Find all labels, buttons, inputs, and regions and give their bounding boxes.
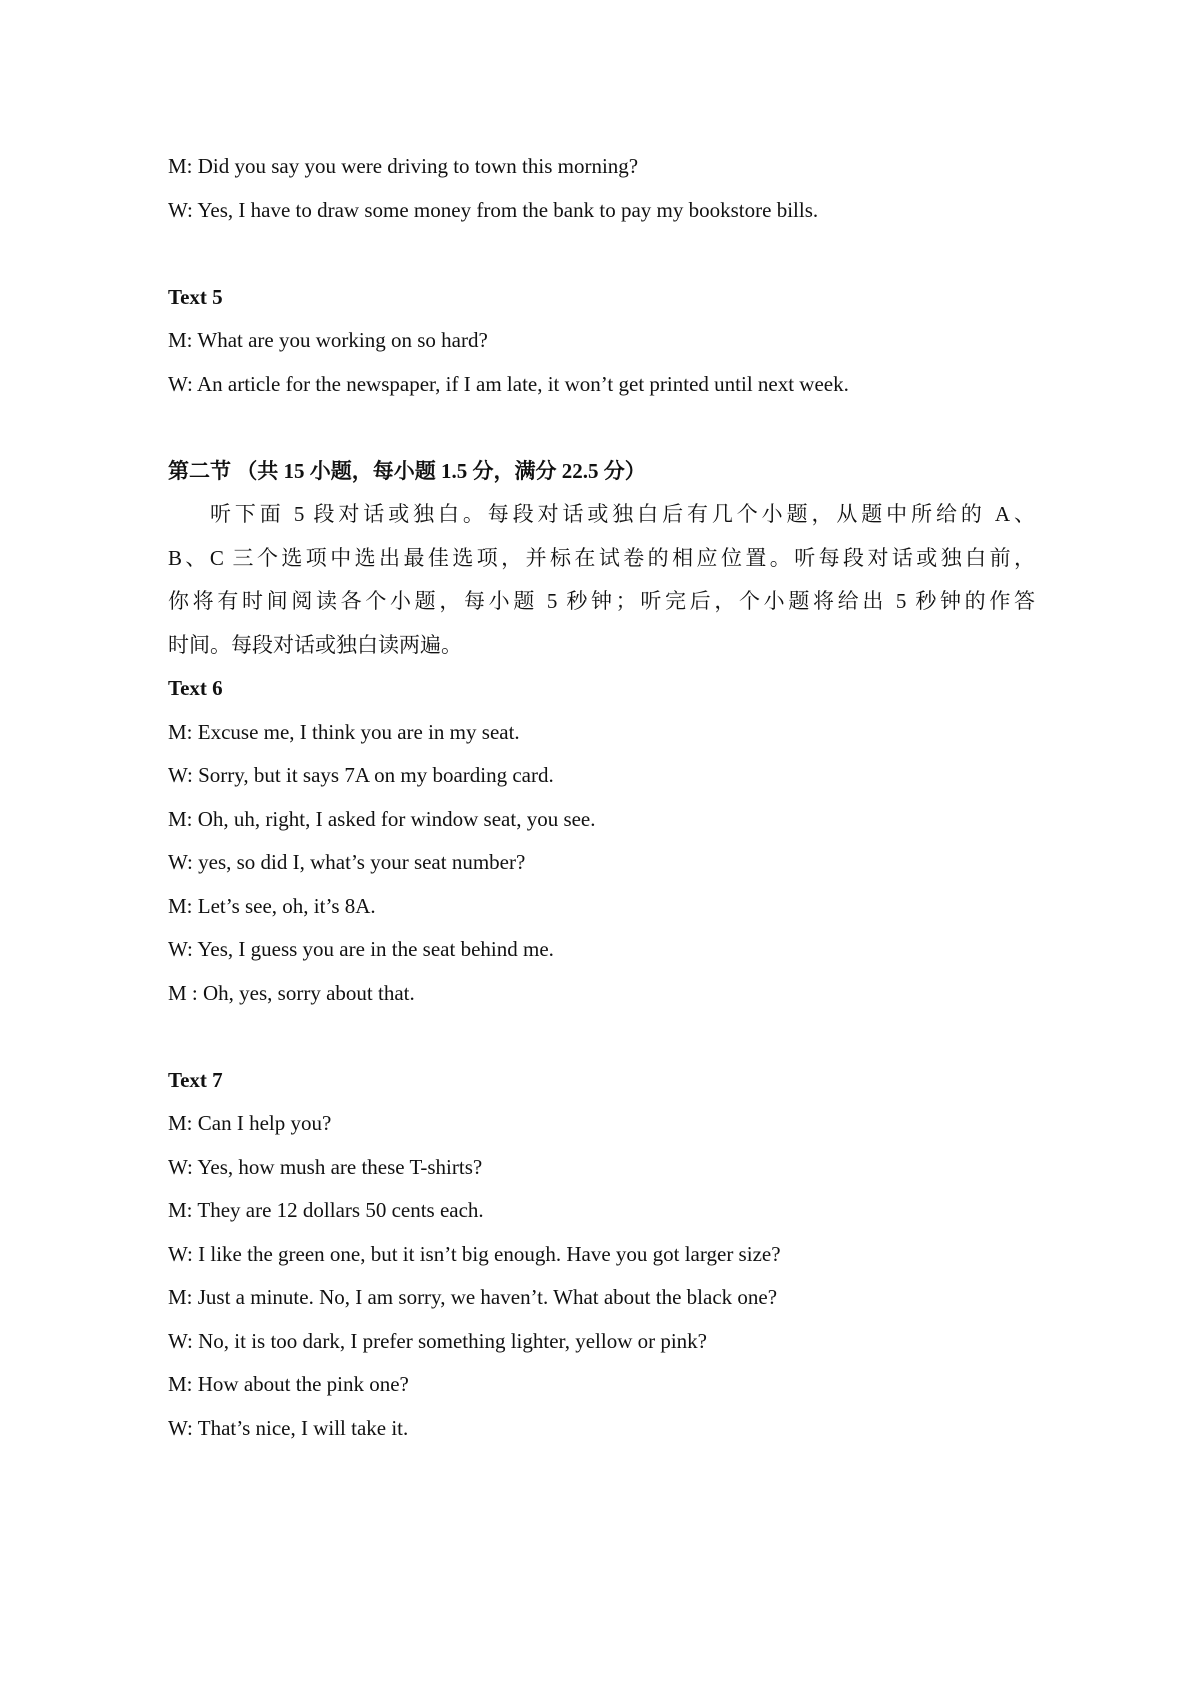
dialogue-line: M: Let’s see, oh, it’s 8A. (168, 893, 376, 918)
instruction-line: B、C 三个选项中选出最佳选项，并标在试卷的相应位置。听每段对话或独白前， (168, 545, 1035, 570)
blank-line (168, 406, 1035, 450)
dialogue-line: W: That’s nice, I will take it. (168, 1415, 409, 1440)
dialogue-line: M : Oh, yes, sorry about that. (168, 980, 415, 1005)
instruction-line: 听下面 5 段对话或独白。每段对话或独白后有几个小题，从题中所给的 A、 (210, 502, 1035, 526)
blank-line (168, 232, 1035, 276)
dialogue-line: W: Yes, I have to draw some money from the bank to pay my bookstore bills. (168, 197, 819, 222)
dialogue-line: M: What are you working on so hard? (168, 328, 488, 352)
dialogue-line: M: Oh, uh, right, I asked for window seat, you see. (168, 806, 596, 831)
dialogue-line: M: They are 12 dollars 50 cents each. (168, 1198, 484, 1222)
dialogue-line: M: Just a minute. No, I am sorry, we haven’t. What about the black one? (168, 1285, 778, 1309)
dialogue-line: M: Did you say you were driving to town this morning? (168, 154, 639, 178)
dialogue-line: W: yes, so did I, what’s your seat number? (168, 850, 526, 874)
text7-heading: Text 7 (168, 1067, 223, 1092)
section2-heading: 第二节 （共 15 小题，每小题 1.5 分，满分 22.5 分） (168, 458, 646, 483)
instruction-line: 时间。每段对话或独白读两遍。 (168, 632, 462, 657)
dialogue-line: W: Yes, how mush are these T-shirts? (168, 1154, 483, 1179)
text5-heading: Text 5 (168, 284, 223, 309)
dialogue-line: W: I like the green one, but it isn’t big enough. Have you got larger size? (168, 1241, 781, 1266)
dialogue-line: W: Sorry, but it says 7A on my boarding card. (168, 763, 554, 787)
dialogue-line: W: No, it is too dark, I prefer something lighter, yellow or pink? (168, 1328, 708, 1353)
text6-heading: Text 6 (168, 676, 223, 700)
dialogue-line: M: Excuse me, I think you are in my seat. (168, 719, 520, 744)
dialogue-line: W: Yes, I guess you are in the seat behind me. (168, 937, 554, 961)
dialogue-line: W: An article for the newspaper, if I am late, it won’t get printed until next week. (168, 371, 849, 396)
dialogue-line: M: Can I help you? (168, 1111, 332, 1135)
dialogue-line: M: How about the pink one? (168, 1372, 409, 1396)
blank-line (168, 1015, 1035, 1059)
instruction-line: 你将有时间阅读各个小题，每小题 5 秒钟；听完后，个小题将给出 5 秒钟的作答 (168, 589, 1035, 613)
